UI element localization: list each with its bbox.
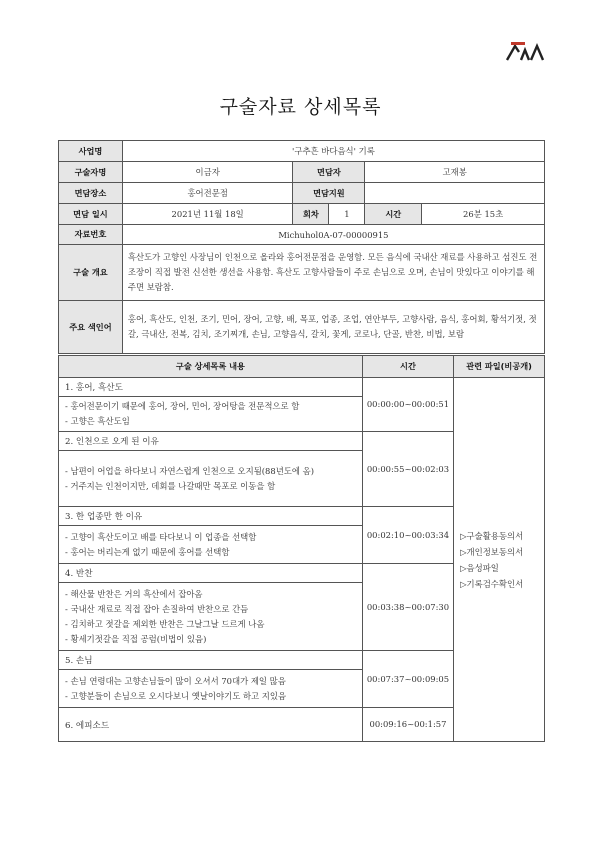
list-item: - 국내산 재료로 직접 잡아 손질하여 반찬으로 간듬 [65,603,249,614]
support-value [365,183,545,204]
list-item: - 고향은 흑산도임 [65,416,130,426]
session-value: 1 [329,204,365,225]
file-item: ▷개인정보동의서 [460,546,524,557]
list-item: - 거주지는 인천이지만, 데회를 나갈때만 목포로 이동을 함 [65,480,276,491]
detail-table [58,355,545,742]
section-title: 2. 인천으로 오게 된 이유 [59,432,363,451]
summary-label: 구술 개요 [59,245,123,301]
place-label: 면담장소 [59,183,123,204]
time-value: 26분 15초 [422,204,545,225]
section-title: 1. 홍어, 흑산도 [59,378,363,397]
list-item: - 남편이 어업을 하다보니 자연스럽게 인천으로 오지됨(88년도에 옴) [65,465,315,476]
section-title: 4. 반찬 [59,564,363,583]
support-label: 면담지원 [293,183,365,204]
detail-header-content: 구술 상세목록 내용 [59,356,363,378]
date-label: 면담 일시 [59,204,123,225]
detail-header-files: 관련 파일(비공개) [454,356,545,378]
narrator-value: 이금자 [122,162,293,183]
project-label: 사업명 [59,141,123,162]
date-value: 2021년 11월 18일 [122,204,293,225]
section-title: 6. 에피소드 [59,708,363,742]
list-item: - 김치하고 젓갈을 제외한 반찬은 그날그날 드르게 나옴 [65,618,265,629]
summary-value: 흑산도가 고향인 사장님이 인천으로 올라와 홍어전문점을 운영함. 모든 음식에 국내산 재료를 사용하고 섬진도 전조장이 직접 발전 신선한 생선을 사용함. 흑산도 고향사람들이 주로 손님으로 오며, 손님이 맛있다고 이야기를 해주면 보람참. [122,245,544,301]
list-item: - 황세기젓갈을 직접 공럼(비법이 있음) [65,633,207,644]
list-item: - 홍어는 버리는게 없기 때문에 홍어를 선택함 [65,546,230,557]
section-items [59,670,363,708]
index-value: 홍어, 흑산도, 인천, 조기, 민어, 장어, 고향, 배, 목포, 업종, 조업, 연안부두, 고향사람, 음식, 홍어회, 황석기젓, 젓갈, 극내산, 전복, 김치, 조기찌개, 손님, 고향음식, 갈치, 꽃게, 코로나, 단골, 반찬, 비법, 보람 [122,301,544,354]
list-item: - 고향분들이 손님으로 오시다보니 옛날이야기도 하고 지있음 [65,690,287,701]
section-time: 00:00:00~00:00:51 [362,378,453,432]
section-items [59,451,363,507]
project-value: '구추흔 바다음식' 기록 [122,141,544,162]
time-label: 시간 [365,204,422,225]
file-item: ▷구술활용동의서 [460,530,524,541]
related-files [454,378,545,742]
narrator-label: 구술자명 [59,162,123,183]
info-table [58,140,545,354]
section-time: 00:02:10~00:03:34 [362,507,453,564]
list-item: - 고향이 흑산도이고 배를 타다보니 이 업종을 선택함 [65,531,257,542]
index-label: 주요 색인어 [59,301,123,354]
page-title: 구술자료 상세목록 [219,96,382,118]
section-items [59,397,363,432]
interviewer-value: 고재봉 [365,162,545,183]
section-title: 5. 손님 [59,651,363,670]
section-time: 00:07:37~00:09:05 [362,651,453,708]
list-item: - 홍어전문이기 때문에 홍어, 장어, 민어, 장어탕을 전문적으로 함 [65,401,300,411]
list-item: - 해산물 반찬은 거의 흑산에서 잡아옴 [65,588,203,599]
section-time: 00:03:38~00:07:30 [362,564,453,651]
place-value: 홍어전문점 [122,183,293,204]
list-item: - 손님 연령대는 고향손님들이 많이 오셔서 70대가 제일 많음 [65,675,286,686]
file-item: ▷기록검수확인서 [460,578,524,589]
archive-logo-icon [505,40,545,62]
id-label: 자료번호 [59,225,123,245]
section-time: 00:00:55~00:02:03 [362,432,453,507]
id-value: Michuhol0A-07-00000915 [122,225,544,245]
section-items [59,526,363,564]
section-title: 3. 한 업종만 한 이유 [59,507,363,526]
section-time: 00:09:16~00:1:57 [362,708,453,742]
interviewer-label: 면담자 [293,162,365,183]
file-item: ▷음성파일 [460,562,499,573]
session-label: 회차 [293,204,329,225]
section-items [59,583,363,651]
detail-header-time: 시간 [362,356,453,378]
